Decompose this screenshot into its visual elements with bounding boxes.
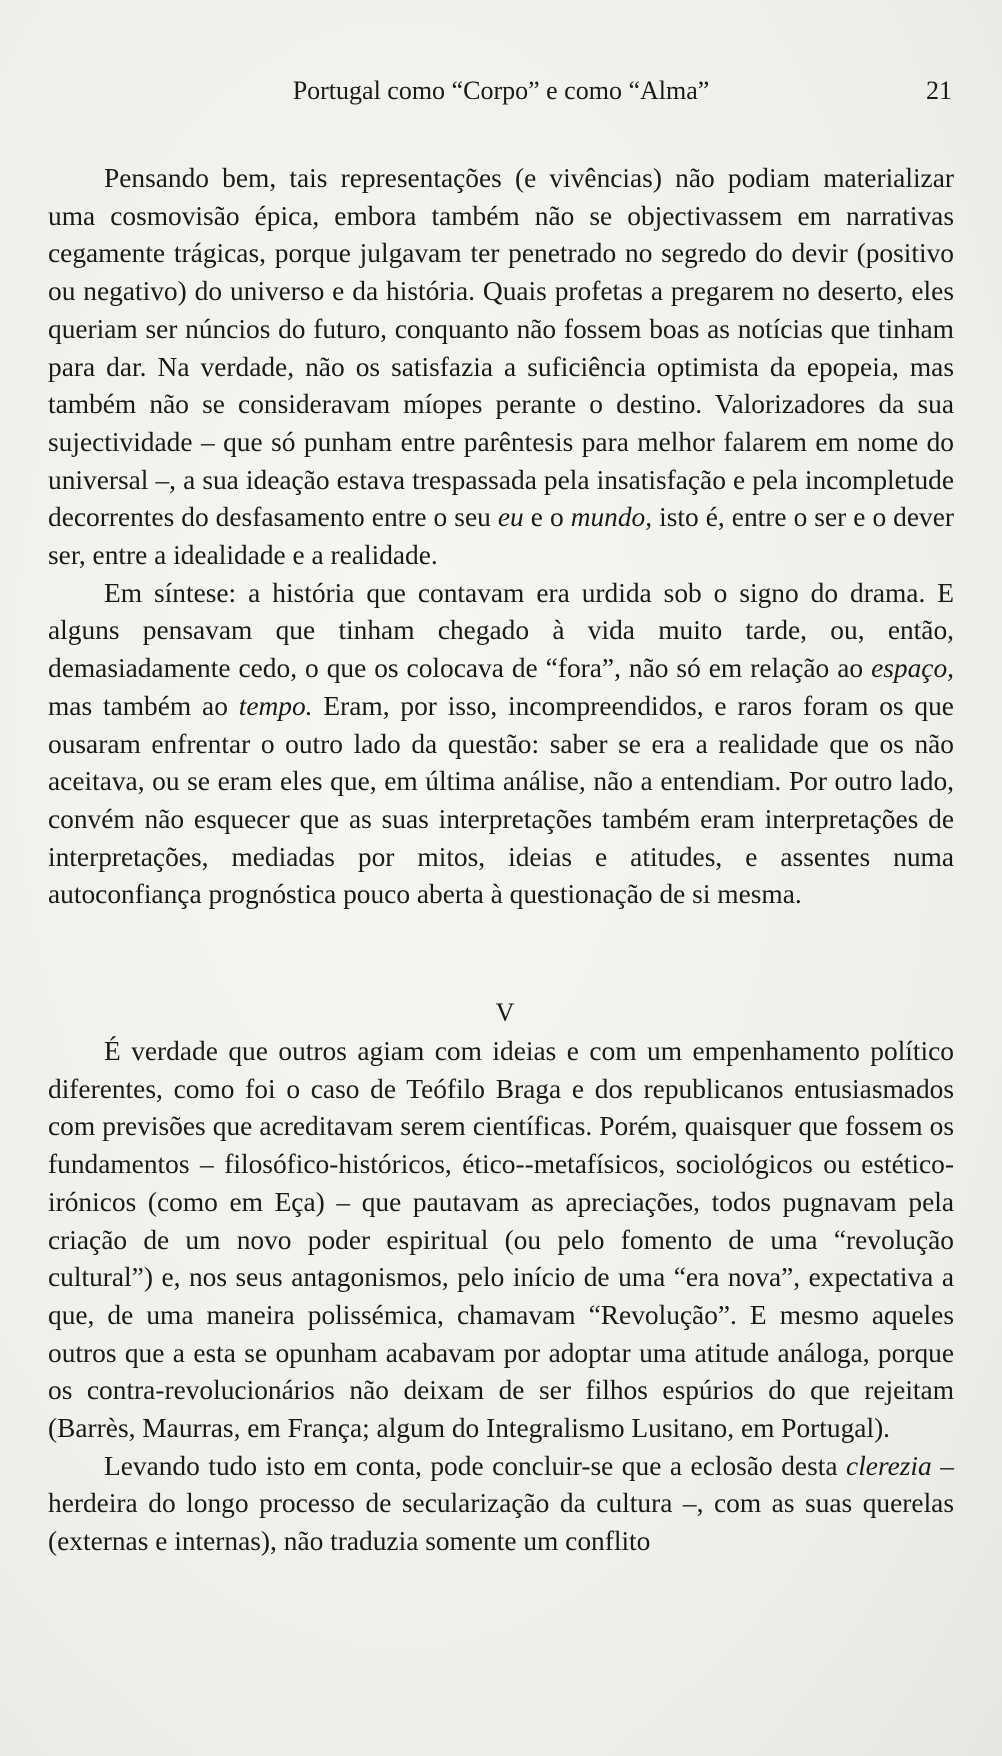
italic-term: mundo, [570,502,653,533]
italic-term: eu [497,502,524,533]
paragraph [48,575,954,914]
text-run: mas também ao [48,690,228,721]
page-number: 21 [926,76,952,105]
text-run: Levando tudo isto em conta, pode concluir-se que a eclosão desta [104,1450,838,1481]
text-run: e o [530,502,564,533]
section-text-1 [48,160,954,914]
section-numeral: V [495,998,515,1027]
section-text-2 [48,1033,954,1561]
italic-term: clerezia [846,1450,932,1481]
text-run: isto é, entre o ser e o dever ser, entre a idealidade e a realidade. [48,502,955,571]
page-header [48,72,954,112]
italic-term: espaço, [871,653,954,684]
text-run: – herdeira do longo processo de secularização da cultura –, com as suas querelas (externas e internas), não traduzia somente um conflito [48,1450,954,1557]
text-run: Em síntese: a história que contavam era urdida sob o signo do drama. E alguns pensavam que tinham chegado à vida muito tarde, ou, então, demasiadamente cedo, o que os colocava de “fora”, não só em relação ao [48,577,954,684]
text-run: Pensando bem, tais representações (e vivências) não podiam materializar uma cosmovisão épica, embora também não se objectivassem em narrativas cegamente trágicas, porque julgavam ter penetrado no segredo do devir (positivo ou negativo) do universo e da história. Quais profetas a pregarem no deserto, eles queriam ser núncios do futuro, conquanto não fossem boas as notícias que tinham para dar. Na verdade, não os satisfazia a suficiência optimista da epopeia, mas também não se consideravam míopes perante o destino. Valorizadores da sua sujectividade – que só punham entre parêntesis para melhor falarem em nome do universal –, a sua ideação estava trespassada pela insatisfação e pela incompletude decorrentes do desfasamento entre o seu [48,163,954,533]
paragraph [48,1448,954,1561]
paragraph: É verdade que outros agiam com ideias e com um empenhamento político diferentes, como foi o caso de Teófilo Braga e dos republicanos entusiasmados com previsões que acreditavam serem científicas. Porém, quaisquer que fossem os fundamentos – filosófico-históricos, ético--metafísicos, sociológicos ou estético-irónicos (como em Eça) – que pautavam as apreciações, todos pugnavam pela criação de um novo poder espiritual (ou pelo fomento de uma “revolução cultural”) e, nos seus antagonismos, pelo início de uma “era nova”, expectativa a que, de uma maneira polissémica, chamavam “Revolução”. E mesmo aqueles outros que a esta se opunham acabavam por adoptar uma atitude análoga, porque os contra-revolucionários não deixam de ser filhos espúrios do que rejeitam (Barrès, Maurras, em França; algum do Integralismo Lusitano, em Portugal). [48,1036,954,1444]
paragraph [48,160,954,575]
running-head: Portugal como “Corpo” e como “Alma” [292,76,710,105]
italic-term: tempo. [238,690,313,721]
section-heading [0,1000,1002,1030]
text-run: Eram, por isso, incompreendidos, e raros foram os que ousaram enfrentar o outro lado da questão: saber se era a realidade que os não aceitava, ou se eram eles que, em última análise, não a entendiam. Por outro lado, convém não esquecer que as suas interpretações também eram interpretações de interpretações, mediadas por mitos, ideias e atitudes, e assentes numa autoconfiança prognóstica pouco aberta à questionação de si mesma. [48,690,954,910]
